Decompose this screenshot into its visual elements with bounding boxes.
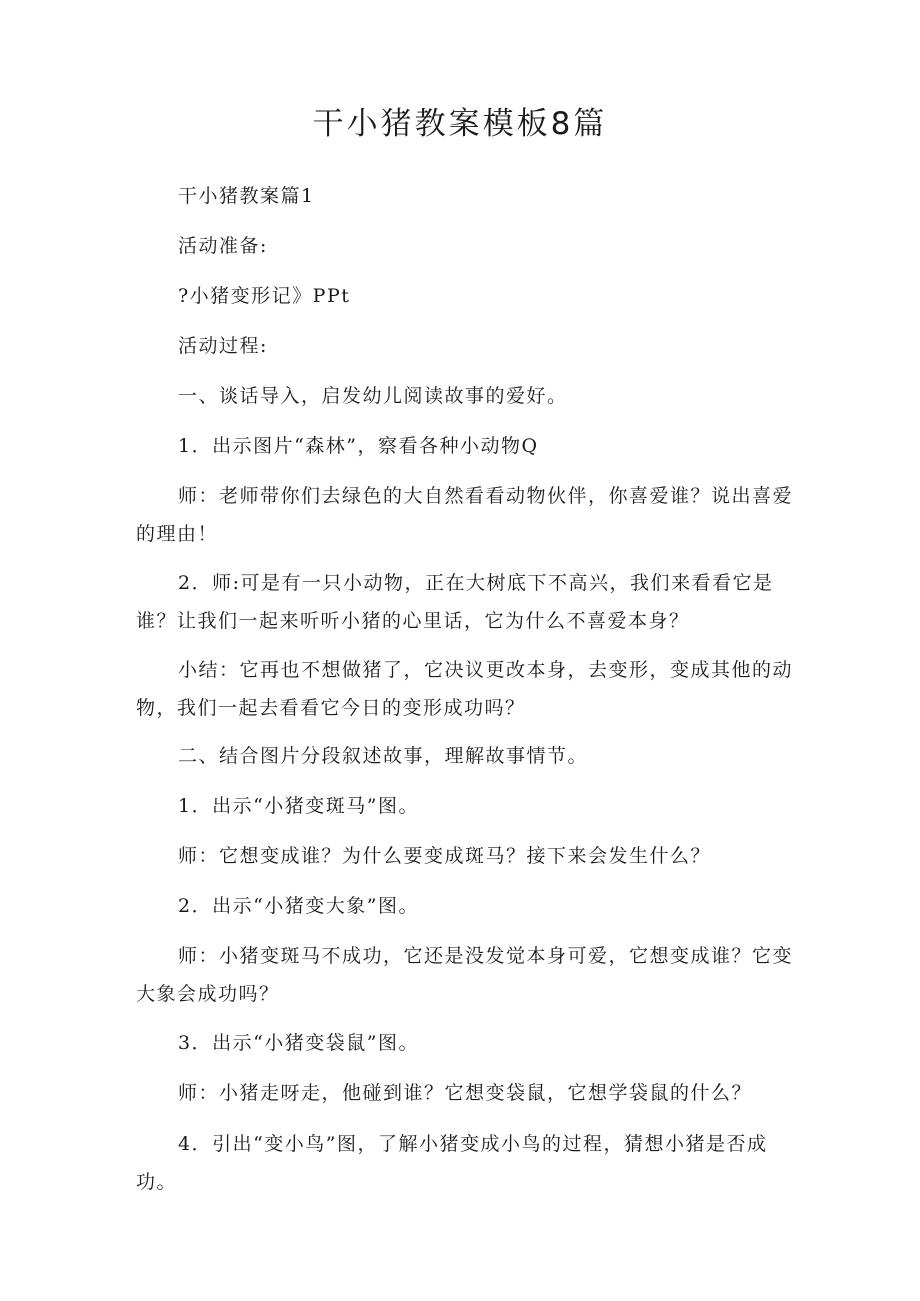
paragraph: 师：老师带你们去绿色的大自然看看动物伙伴，你喜爱谁？说出喜爱的理由！ <box>136 485 794 545</box>
paragraph: 二、结合图片分段叙述故事，理解故事情节。 <box>178 745 589 767</box>
section-heading: 干小猪教案篇1 <box>178 185 315 207</box>
paragraph: 1．出示图片“森林”，察看各种小动物Q <box>178 435 539 457</box>
paragraph: 活动过程: <box>178 335 268 357</box>
paragraph: 4．引出“变小鸟”图，了解小猪变成小鸟的过程，猜想小猪是否成功。 <box>136 1133 768 1193</box>
paragraph: 2．师:可是有一只小动物，正在大树底下不高兴，我们来看看它是谁？让我们一起来听听小猪的心里话，它为什么不喜爱本身？ <box>136 572 774 632</box>
paragraph: 活动准备: <box>178 235 268 257</box>
paragraph: 小结：它再也不想做猪了，它决议更改本身，去变形，变成其他的动物，我们一起去看看它今日的变形成功吗？ <box>136 659 794 719</box>
paragraph: ?小猪变形记》PPt <box>178 285 351 307</box>
document-title: 干小猪教案模板8篇 <box>312 106 608 142</box>
paragraph: 一、谈话导入，启发幼儿阅读故事的爱好。 <box>178 385 568 407</box>
paragraph: 师：它想变成谁？为什么要变成斑马？接下来会发生什么？ <box>178 845 712 867</box>
paragraph: 2．出示“小猪变大象”图。 <box>178 895 420 917</box>
paragraph: 师：小猪走呀走，他碰到谁？它想变袋鼠，它想学袋鼠的什么？ <box>178 1082 753 1104</box>
paragraph: 3．出示“小猪变袋鼠”图。 <box>178 1032 420 1054</box>
paragraph: 1．出示“小猪变斑马”图。 <box>178 795 420 817</box>
paragraph: 师：小猪变斑马不成功，它还是没发觉本身可爱，它想变成谁？它变大象会成功吗？ <box>136 945 794 1005</box>
